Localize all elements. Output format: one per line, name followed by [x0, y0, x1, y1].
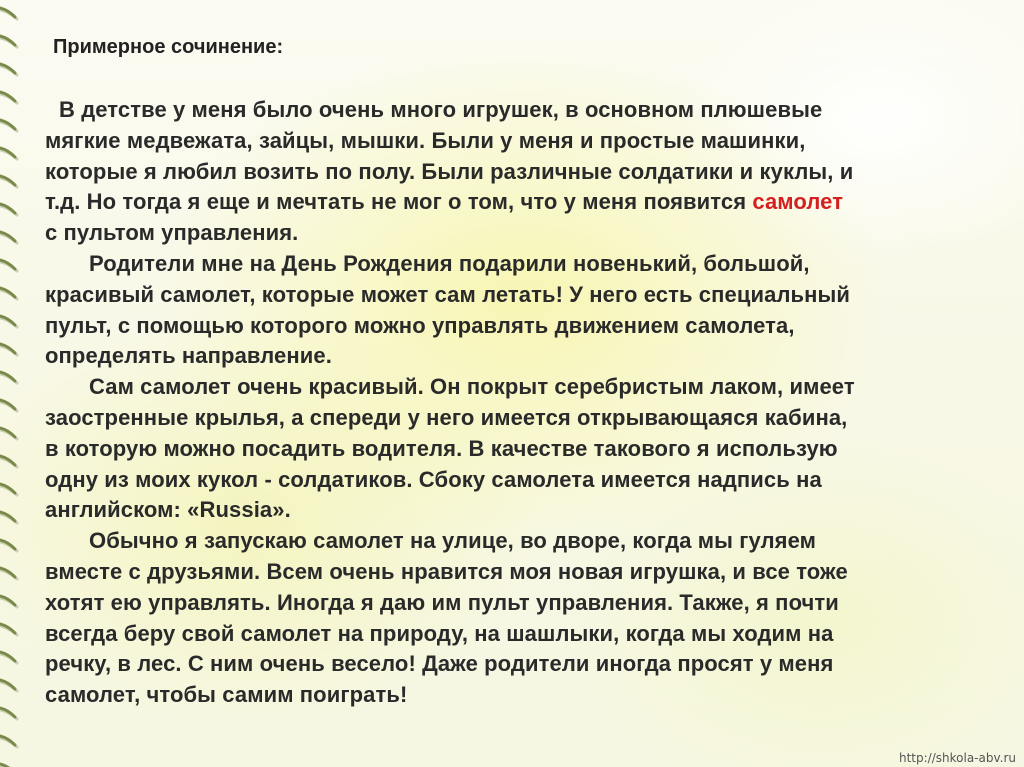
- essay-line: речку, в лес. С ним очень весело! Даже родители иногда просят у меня: [45, 651, 834, 677]
- binding-loop: [0, 484, 15, 493]
- essay-line: мягкие медвежата, зайцы, мышки. Были у меня и простые машинки,: [45, 127, 806, 153]
- binding-loop: [0, 428, 15, 437]
- essay-line: Обычно я запускаю самолет на улице, во дворе, когда мы гуляем: [89, 528, 817, 554]
- essay-line: определять направление.: [45, 343, 332, 369]
- binding-loop: [0, 568, 15, 577]
- binding-loop: [0, 372, 15, 381]
- binding-loop: [0, 260, 15, 269]
- essay-line: заостренные крылья, а спереди у него имеется открывающаяся кабина,: [45, 404, 848, 430]
- binding-loop: [0, 288, 15, 297]
- binding-loop: [0, 456, 15, 465]
- binding-loop: [0, 148, 15, 157]
- page-title: Примерное сочинение:: [53, 36, 284, 58]
- essay-line: вместе с друзьями. Всем очень нравится моя новая игрушка, и все тоже: [45, 558, 848, 584]
- binding-loop: [0, 344, 15, 353]
- binding-loop: [0, 596, 15, 605]
- binding-loop: [0, 232, 15, 241]
- binding-loop: [0, 736, 15, 745]
- binding-loop: [0, 92, 15, 101]
- essay-line: красивый самолет, которые может сам летать! У него есть специальный: [45, 281, 851, 307]
- binding-loop: [0, 204, 15, 213]
- binding-loop: [0, 652, 15, 661]
- highlighted-word: самолет: [752, 189, 844, 215]
- essay-line: с пультом управления.: [45, 220, 299, 246]
- essay-line: одну из моих кукол - солдатиков. Сбоку самолета имеется надпись на: [45, 466, 822, 492]
- essay-line: английском: «Russia».: [45, 497, 291, 523]
- binding-loop: [0, 540, 15, 549]
- essay-line: всегда беру свой самолет на природу, на шашлыки, когда мы ходим на: [45, 620, 834, 646]
- source-url: http://shkola-abv.ru: [899, 751, 1016, 765]
- binding-loop: [0, 512, 15, 521]
- essay-line: В детстве у меня было очень много игрушек, в основном плюшевые: [59, 97, 823, 122]
- essay-line: самолет, чтобы самим поиграть!: [45, 682, 408, 708]
- binding-loop: [0, 680, 15, 689]
- binding-loop: [0, 64, 15, 73]
- binding-loop: [0, 120, 15, 129]
- essay-line: [45, 187, 995, 218]
- binding-loop: [0, 316, 15, 325]
- spiral-binding-icon: [0, 0, 22, 767]
- binding-loop: [0, 708, 15, 717]
- binding-loop: [0, 400, 15, 409]
- essay-line: хотят ею управлять. Иногда я даю им пульт управления. Также, я почти: [45, 589, 839, 615]
- essay-line: в которую можно посадить водителя. В качестве такового я использую: [45, 435, 838, 461]
- binding-loop: [0, 624, 15, 633]
- binding-loop: [0, 36, 15, 45]
- binding-loop: [0, 176, 15, 185]
- essay-text: т.д. Но тогда я еще и мечтать не мог о том, что у меня появится: [45, 189, 753, 215]
- essay-line: которые я любил возить по полу. Были различные солдатики и куклы, и: [45, 158, 854, 184]
- essay-line: пульт, с помощью которого можно управлять движением самолета,: [45, 312, 795, 338]
- essay-line: Сам самолет очень красивый. Он покрыт серебристым лаком, имеет: [89, 374, 855, 400]
- binding-loop: [0, 8, 15, 17]
- essay-line: Родители мне на День Рождения подарили новенький, большой,: [89, 250, 810, 276]
- essay-body: [45, 95, 995, 711]
